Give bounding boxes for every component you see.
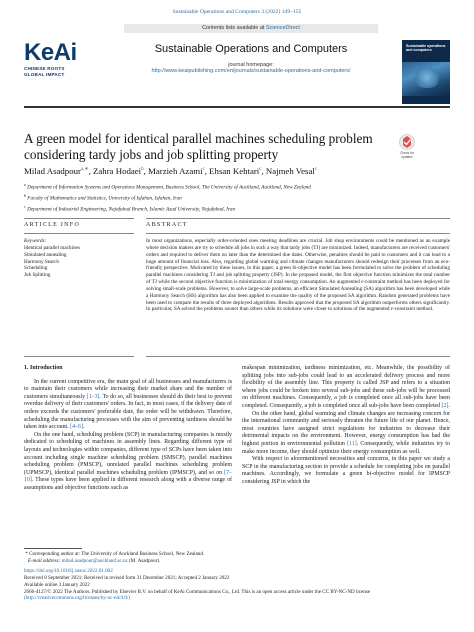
section-heading-introduction: 1. Introduction: [24, 365, 63, 371]
keywords-label: Keywords:: [24, 238, 47, 244]
author-affil-sup[interactable]: a,∗: [80, 167, 89, 173]
author-affil-sup[interactable]: c: [314, 167, 318, 173]
affiliation-sup: c: [24, 204, 26, 210]
sciencedirect-link[interactable]: ScienceDirect: [265, 25, 300, 31]
keywords-list: [24, 245, 80, 279]
crossmark-check-updates-icon[interactable]: [396, 133, 418, 159]
email-note: E-mail address: milad.asadpour@auckland.ac.nz (M. Asadpour).: [27, 557, 161, 564]
crossmark-label-2: updates: [401, 155, 413, 159]
abstract-top-rule: [146, 218, 450, 219]
affiliation-text: Department of Information Systems and Operations Management, Business School, The University of Auckland, Auckland, New Zealand: [27, 184, 311, 191]
affiliation-item: [24, 192, 450, 203]
body-paragraph: With respect to aforementioned necessities and concerns, in this paper we study a SCP in the manufacturing section to provide a schedule for completing jobs on parallel machines. Accordingly, we formulate a green bi-objective model for IPMSCP considering JSP in which the: [242, 456, 450, 485]
cover-title: Sustainable operations and computers: [406, 44, 446, 53]
publisher-logo[interactable]: [24, 40, 84, 78]
body-column-left: [24, 365, 232, 493]
author-name[interactable]: Marzieh Azami: [148, 166, 203, 176]
cover-graphic-glow: [412, 68, 442, 88]
doi-link[interactable]: https://doi.org/10.1016/j.susoc.2022.01.002: [24, 568, 113, 575]
citation-link[interactable]: [4–6]: [70, 424, 83, 431]
available-online: Available online 3 January 2022: [24, 581, 90, 588]
author-affil-sup[interactable]: c: [202, 167, 205, 173]
keyword-item: Identical parallel machines: [24, 245, 80, 251]
journal-header-box: [124, 24, 378, 106]
abstract-mid-rule: [146, 233, 450, 234]
received-dates: Received 8 September 2021; Received in revised form 31 December 2021; Accepted 2 January 2022: [24, 575, 230, 582]
article-info-heading: ARTICLE INFO: [24, 222, 81, 228]
author-list: Milad Asadpour$^{a,∗}$, Zahra Hodaei$^b$, Marzieh Azami$^c$, Ehsan Kehtari$^c$, Najmeh Vesal$^c$: [24, 166, 318, 176]
abstract-bottom-rule: [146, 356, 450, 357]
keyword-item: Simulated annealing: [24, 251, 67, 258]
license-text: 2666-4127/© 2022 The Authors. Published by Elsevier B.V. on behalf of KeAi Communications Co., Ltd. This is an open access article under the CC BY-NC-ND license: [24, 588, 371, 595]
homepage-label: journal homepage:: [228, 62, 274, 68]
license-link[interactable]: (http://creativecommons.org/licenses/by-nc-nd/4.0/): [24, 595, 130, 602]
keyword-item: Job Splitting: [24, 272, 51, 279]
journal-cover-image[interactable]: [402, 40, 450, 104]
affiliation-sup: a: [24, 182, 26, 187]
author-name[interactable]: Ehsan Kehtari: [209, 166, 260, 176]
body-column-right: [242, 365, 450, 487]
affiliation-sup: b: [24, 193, 26, 199]
article-info-mid-rule: [24, 233, 134, 234]
abstract-heading: ABSTRACT: [146, 222, 188, 228]
keyword-item: Harmony Search: [24, 258, 60, 265]
running-head[interactable]: Sustainable Operations and Computers 3 (2022) 149–155: [172, 9, 302, 15]
logo-tagline-1: CHINESE ROOTS: [24, 66, 65, 71]
contents-prefix: Contents lists available at: [202, 25, 266, 31]
logo-tagline-2: GLOBAL IMPACT: [24, 72, 65, 77]
crossmark-label-1: Check for: [400, 151, 414, 155]
email-link[interactable]: milad.asadpour@auckland.ac.nz: [61, 557, 128, 564]
body-paragraph: On the one hand, scheduling problem (SCP) in manufacturing companies is mostly dedicated to scheduling of machines in assembly lines. Regarding different type of layouts and technologies within companies, different type of SCPs have been taken into account including single machine scheduling problem (SMSCP), parallel machines scheduling problem (PMSCP), unrelated parallel machines scheduling problem (UPMSCP), identical parallel machines scheduling problem (IPMSCP), and so on [7–10]. These types have been applied in different research along with a diverse range of assumptions and objective functions such as: [24, 431, 232, 491]
citation-link[interactable]: [11]: [347, 440, 357, 447]
affiliation-text: Faculty of Mathematics and Statistics, University of Isfahan, Isfahan, Iran: [27, 195, 182, 202]
footnote-divider: [24, 548, 82, 549]
citation-link[interactable]: [7–10]: [24, 469, 232, 484]
author-name[interactable]: Najmeh Vesal: [265, 166, 315, 176]
body-paragraph: On the other hand, global warming and climate changes are increasing concern for the international community and seriously threaten the future life of our planet. Hence, most countries have assigned strict regulations for industries to decrease their detrimental impacts on the environment. However, energy consumption has had the highest portion in environmental pollution [11]. Consequently, while industries try to make more income, they should optimize their energy consumption as well.: [242, 410, 450, 455]
contents-bar: [124, 24, 378, 33]
citation-link[interactable]: [1–3]: [86, 393, 100, 400]
article-info-top-rule: [24, 218, 134, 219]
logo-wordmark: KeAi: [24, 39, 77, 66]
abstract-text: In most organizations, especially order-oriented ones meeting deadlines are crucial. Job shop environments could be mentioned as an example where decision makers are try to schedule all jobs in such a way that tardy jobs (TJ) are minimized. Indeed, manufacturers are received customers' orders and required to deliver them no later than the determined due dates. Otherwise, penalties should be paid to customers and it can lead to a huge amount of financial loss. Also, regarding global warming and climate changes manufacturers should redesign their processes from an eco-friendly perspective. Motivated by these issues, in this paper, a green bi-objective model has been formulated to solve the problem of scheduling parallel machines considering TJ and job splitting property (JSP). In the proposed model, the first objective function minimizes the total number of TJ while the second objective function is minimization of total energy consumption. An augmented ε-constraint method has been deployed for solving small-scale problems. However, to solve large-scale problems, an efficient Simulated Annealing (SA) algorithm has been developed while a Harmony Search (HS) algorithm has also been applied to examine the quality of the proposed SA algorithm. Random generated problems have been used to compare the results of three deployed algorithms. Results approved that the proposed SA algorithm outperforms others significantly. In particular, SA solved the problems sooner than others while its solutions were closer to solutions of the augmented ε-constraint method.: [146, 238, 450, 313]
corresponding-author-note: * Corresponding author at: The University of Auckland Business School, New Zealand.: [24, 551, 205, 557]
body-paragraph: In the current competitive era, the main goal of all businesses and manufacturers is to maintain their customers while increasing their market share and the number of customers simultaneously [1–3]. To do so, all businesses should do their best to prevent overdue delivery of their customers' orders. In fact, in most cases, if the delivery date of orders exceeds the customers' preferable date, the order will be withdrawn. Therefore, scheduling the manufacturing processes with the aim of preventing tardiness should be taken into account. [4–6].: [24, 378, 233, 431]
journal-title: Sustainable Operations and Computers: [154, 43, 348, 55]
masthead-divider: [24, 106, 450, 108]
journal-masthead: [24, 24, 450, 106]
affiliations: [24, 181, 450, 214]
footnotes: [24, 551, 450, 602]
article-title: A green model for identical parallel machines scheduling problem considering tardy jobs and job splitting property: [24, 131, 373, 162]
author-affil-sup[interactable]: c: [259, 167, 262, 173]
affiliation-item: [24, 203, 450, 214]
article-info-bottom-rule: [24, 356, 134, 357]
author-affil-sup[interactable]: b: [141, 167, 144, 173]
affiliation-item: [24, 181, 450, 192]
author-name[interactable]: Zahra Hodaei: [93, 166, 142, 176]
affiliation-text: Department of Industrial Engineering, Najafabad Branch, Islamic Azad University, Najafabad, Iran: [27, 207, 236, 214]
body-paragraph: makespan minimization, tardiness minimization, etc. Meanwhile, the possibility of splitting jobs into sub-jobs could lead to an accelerated delivery process and more flexibility of the assembly line. This property is called JSP and refers to a situation where jobs could be broken into several sub-jobs and these sub-jobs will be processed on different machines. Consequently, a job is completed once all sub-jobs have been completed. Consequently, a job is completed once all sub-jobs have been completed [2].: [242, 365, 450, 409]
author-name[interactable]: Milad Asadpour: [24, 166, 81, 176]
keyword-item: Scheduling: [24, 265, 48, 272]
citation-link[interactable]: [2]: [441, 402, 449, 409]
homepage-link[interactable]: http://www.keaipublishing.com/en/journals/sustainable-operations-and-computers/: [151, 68, 351, 74]
